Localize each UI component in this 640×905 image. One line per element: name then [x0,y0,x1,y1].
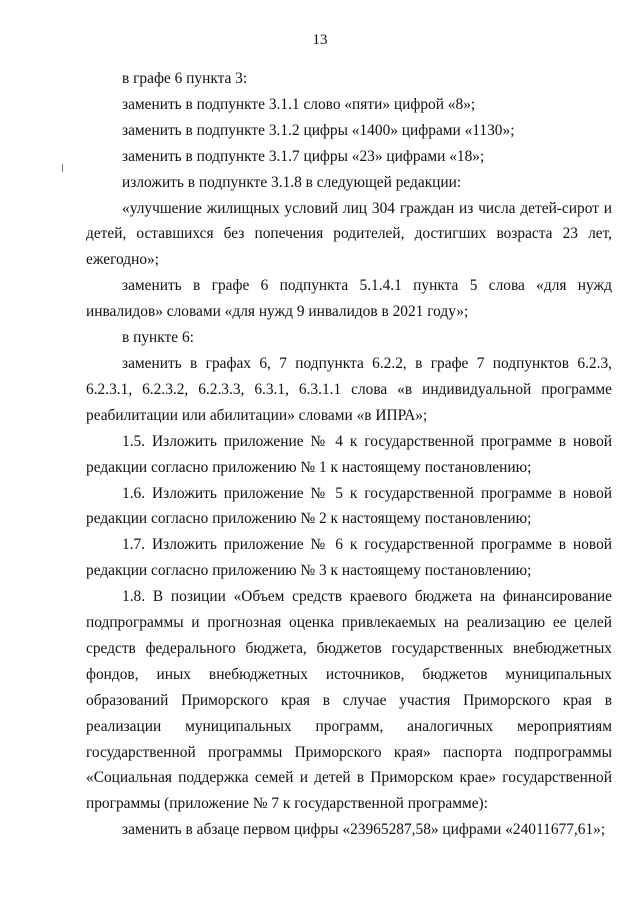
paragraph: заменить в абзаце первом цифры «23965287,58» цифрами «24011677,61»; [122,821,606,839]
paragraph: заменить в подпункте 3.1.1 слово «пяти» цифрой «8»; [122,95,476,113]
paragraph: 1.7. Изложить приложение № 6 к государственной программе в новой редакции согласно приложению № 3 к настоящему постановлению; [86,536,612,580]
paragraph: в графе 6 пункта 3: [122,70,248,87]
document-body [86,66,612,843]
paragraph: заменить в графе 6 подпункта 5.1.4.1 пункта 5 слова «для нужд инвалидов» словами «для нужд 9 инвалидов в 2021 году»; [86,277,612,321]
paragraph: 1.5. Изложить приложение № 4 к государственной программе в новой редакции согласно приложению № 1 к настоящему постановлению; [86,432,612,476]
paragraph: «улучшение жилищных условий лиц 304 граждан из числа детей-сирот и детей, оставшихся без попечения родителей, достигших возраста 23 лет, ежегодно»; [86,199,612,269]
paragraph: 1.8. В позиции «Объем средств краевого бюджета на финансирование подпрограммы и прогнозная оценка привлекаемых на реализацию ее целей средств федерального бюджета, бюджетов государственных внебюджетных фондов, иных внебюджетных источников, бюджетов муниципальных образований Приморского края в случае участия Приморского края в реализации муниципальных программ, аналогичных мероприятиям государственной программы Приморского края» паспорта подпрограммы «Социальная поддержка семей и детей в Приморском крае» государственной программы (приложение № 7 к государственной программе): [86,588,612,813]
paragraph: заменить в подпункте 3.1.2 цифры «1400» цифрами «1130»; [122,121,515,139]
scan-artifact-mark [62,164,63,172]
paragraph: изложить в подпункте 3.1.8 в следующей редакции: [122,173,462,191]
paragraph: заменить в графах 6, 7 подпункта 6.2.2, в графе 7 подпунктов 6.2.3, 6.2.3.1, 6.2.3.2, 6.2.3.3, 6.3.1, 6.3.1.1 слова «в индивидуальной программе реабилитации или абилитации» словами «в ИПРА»; [86,354,612,424]
paragraph: заменить в подпункте 3.1.7 цифры «23» цифрами «18»; [122,147,485,165]
paragraph: 1.6. Изложить приложение № 5 к государственной программе в новой редакции согласно приложению № 2 к настоящему постановлению; [86,484,612,528]
paragraph: в пункте 6: [122,329,194,347]
page-number: 13 [312,32,328,48]
